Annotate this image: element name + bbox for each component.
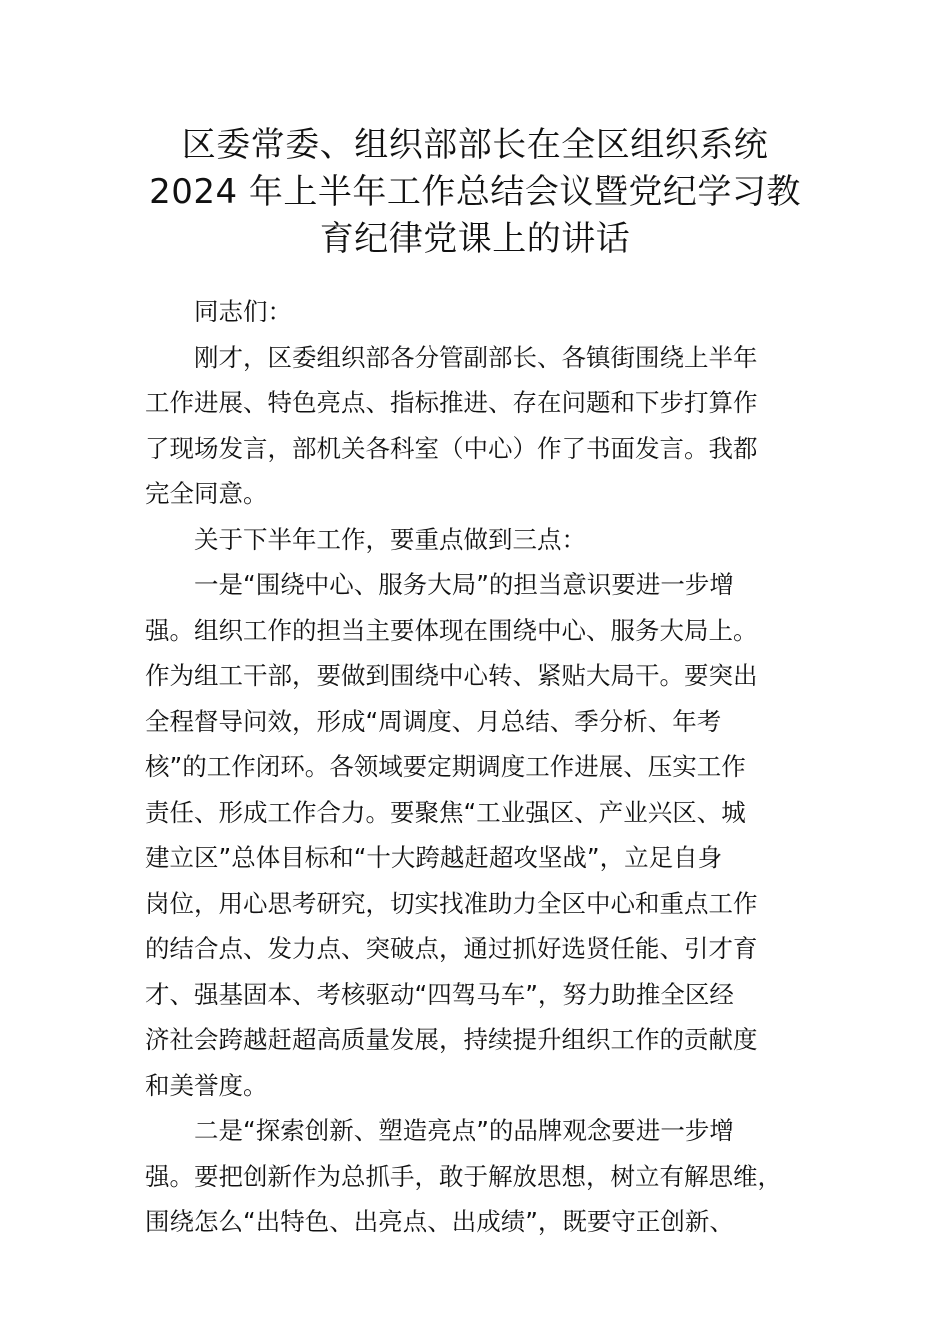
document-title	[120, 122, 830, 263]
body-line: 全程督导问效，形成“周调度、月总结、季分析、年考	[145, 706, 722, 736]
body-line: 完全同意。	[145, 479, 268, 508]
body-line: 岗位，用心思考研究，切实找准助力全区中心和重点工作	[145, 888, 758, 918]
body-line: 的结合点、发力点、突破点，通过抓好选贤任能、引才育	[145, 934, 758, 963]
title-line-3: 育纪律党课上的讲话	[319, 219, 631, 259]
body-line: 围绕怎么“出特色、出亮点、出成绩”，既要守正创新、	[145, 1207, 734, 1236]
body-line: 工作进展、特色亮点、指标推进、存在问题和下步打算作	[145, 388, 758, 417]
body-line: 济社会跨越赶超高质量发展，持续提升组织工作的贡献度	[145, 1025, 758, 1054]
salutation: 同志们：	[194, 297, 292, 326]
document-body	[145, 289, 805, 1245]
body-line: 核”的工作闭环。各领域要定期调度工作进展、压实工作	[145, 752, 746, 781]
body-line: 二是“探索创新、塑造亮点”的品牌观念要进一步增	[194, 1116, 734, 1145]
body-line: 关于下半年工作，要重点做到三点：	[194, 524, 586, 554]
body-line: 强。组织工作的担当主要体现在围绕中心、服务大局上。	[145, 615, 758, 645]
body-line: 作为组工干部，要做到围绕中心转、紧贴大局干。要突出	[145, 661, 758, 690]
body-line: 强。要把创新作为总抓手，敢于解放思想，树立有解思维，	[145, 1161, 782, 1191]
body-line: 建立区”总体目标和“十大跨越赶超攻坚战”，立足自身	[145, 843, 723, 872]
body-line: 才、强基固本、考核驱动“四驾马车”，努力助推全区经	[145, 979, 734, 1009]
body-line: 一是“围绕中心、服务大局”的担当意识要进一步增	[194, 570, 734, 599]
body-line: 刚才，区委组织部各分管副部长、各镇街围绕上半年	[194, 342, 758, 372]
body-line: 了现场发言，部机关各科室（中心）作了书面发言。我都	[145, 433, 758, 463]
title-line-1: 区委常委、组织部部长在全区组织系统	[181, 125, 769, 165]
body-line: 和美誉度。	[145, 1070, 268, 1100]
body-line: 责任、形成工作合力。要聚焦“工业强区、产业兴区、城	[145, 797, 746, 827]
title-line-2: 2024 年上半年工作总结会议暨党纪学习教	[149, 172, 801, 212]
